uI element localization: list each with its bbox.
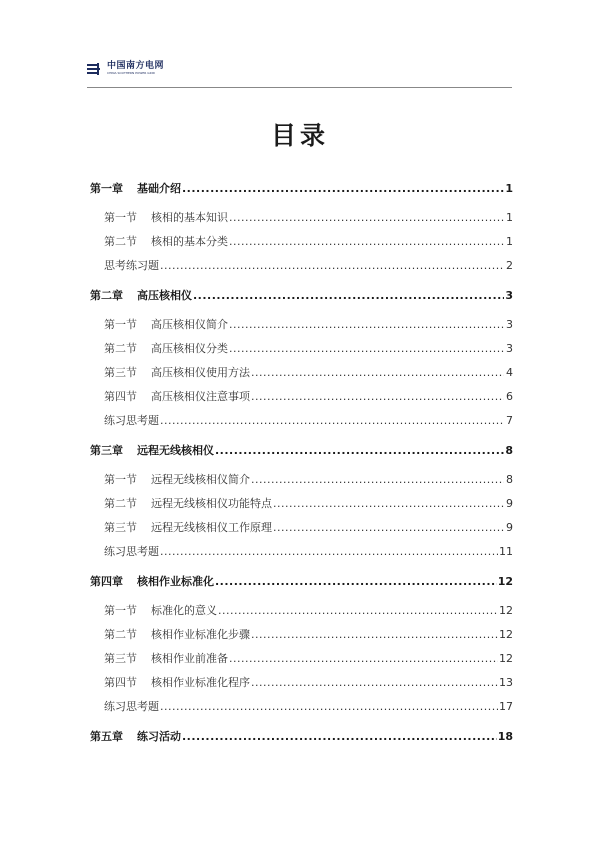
toc-leader-dots bbox=[251, 671, 498, 695]
toc-number: 第四节 bbox=[104, 676, 137, 689]
toc-number: 第二章 bbox=[90, 289, 123, 302]
toc-title: 思考练习题 bbox=[104, 259, 159, 272]
toc-page-number: 8 bbox=[505, 444, 513, 457]
toc-page-number: 12 bbox=[499, 652, 513, 665]
logo-text-cn: 中国南方电网 bbox=[107, 61, 165, 71]
table-of-contents bbox=[90, 177, 513, 754]
toc-chapter[interactable] bbox=[90, 570, 513, 594]
toc-number: 第四节 bbox=[104, 390, 137, 403]
toc-section[interactable] bbox=[90, 623, 513, 647]
toc-leader-dots bbox=[193, 284, 504, 308]
toc-title: 练习思考题 bbox=[104, 414, 159, 427]
toc-title: 远程无线核相仪工作原理 bbox=[151, 521, 272, 534]
toc-page-number: 2 bbox=[506, 259, 513, 272]
toc-title: 高压核相仪注意事项 bbox=[151, 390, 250, 403]
toc-leader-dots bbox=[229, 647, 498, 671]
toc-page-number: 1 bbox=[506, 235, 513, 248]
toc-leader-dots bbox=[251, 361, 504, 385]
toc-title: 高压核相仪分类 bbox=[151, 342, 228, 355]
header-divider bbox=[87, 87, 512, 88]
toc-number: 第三节 bbox=[104, 521, 137, 534]
toc-section[interactable] bbox=[90, 361, 513, 385]
toc-number: 第一节 bbox=[104, 604, 137, 617]
toc-number: 第一节 bbox=[104, 318, 137, 331]
toc-number: 第二节 bbox=[104, 235, 137, 248]
toc-section[interactable] bbox=[90, 492, 513, 516]
toc-exercise[interactable] bbox=[90, 695, 513, 719]
toc-exercise[interactable] bbox=[90, 409, 513, 433]
toc-section[interactable] bbox=[90, 385, 513, 409]
toc-title: 练习思考题 bbox=[104, 545, 159, 558]
logo-text-en: CHINA SOUTHERN POWER GRID bbox=[107, 71, 155, 75]
toc-leader-dots bbox=[160, 254, 504, 278]
toc-page-number: 7 bbox=[506, 414, 513, 427]
toc-title: 远程无线核相仪功能特点 bbox=[151, 497, 272, 510]
toc-page-number: 8 bbox=[506, 473, 513, 486]
toc-page-number: 9 bbox=[506, 521, 513, 534]
toc-chapter[interactable] bbox=[90, 439, 513, 463]
toc-chapter[interactable] bbox=[90, 725, 513, 749]
toc-title: 标准化的意义 bbox=[151, 604, 217, 617]
toc-section[interactable] bbox=[90, 516, 513, 540]
page-title: 目录 bbox=[270, 121, 329, 150]
toc-page-number: 3 bbox=[505, 289, 513, 302]
toc-title: 高压核相仪使用方法 bbox=[151, 366, 250, 379]
toc-title: 高压核相仪 bbox=[137, 289, 192, 302]
toc-title: 核相的基本分类 bbox=[151, 235, 228, 248]
toc-leader-dots bbox=[251, 623, 498, 647]
toc-page-number: 4 bbox=[506, 366, 513, 379]
toc-chapter[interactable] bbox=[90, 177, 513, 201]
toc-number: 第二节 bbox=[104, 628, 137, 641]
toc-page-number: 3 bbox=[506, 342, 513, 355]
toc-title: 核相作业标准化程序 bbox=[151, 676, 250, 689]
toc-page-number: 6 bbox=[506, 390, 513, 403]
toc-title: 基础介绍 bbox=[137, 182, 181, 195]
toc-number: 第一节 bbox=[104, 473, 137, 486]
toc-number: 第四章 bbox=[90, 575, 123, 588]
toc-leader-dots bbox=[229, 313, 504, 337]
toc-page-number: 11 bbox=[499, 545, 513, 558]
toc-number: 第三章 bbox=[90, 444, 123, 457]
toc-page-number: 1 bbox=[506, 211, 513, 224]
toc-section[interactable] bbox=[90, 671, 513, 695]
toc-leader-dots bbox=[218, 599, 498, 623]
toc-section[interactable] bbox=[90, 468, 513, 492]
toc-number: 第三节 bbox=[104, 652, 137, 665]
toc-section[interactable] bbox=[90, 206, 513, 230]
toc-page-number: 13 bbox=[499, 676, 513, 689]
toc-leader-dots bbox=[273, 492, 504, 516]
grid-logo-icon bbox=[87, 63, 103, 75]
toc-leader-dots bbox=[229, 206, 504, 230]
toc-exercise[interactable] bbox=[90, 540, 513, 564]
toc-title: 练习活动 bbox=[137, 730, 181, 743]
toc-page-number: 17 bbox=[499, 700, 513, 713]
toc-leader-dots bbox=[182, 177, 504, 201]
toc-page-number: 12 bbox=[497, 575, 513, 588]
toc-leader-dots bbox=[215, 439, 504, 463]
toc-leader-dots bbox=[215, 570, 497, 594]
toc-page-number: 12 bbox=[499, 628, 513, 641]
toc-leader-dots bbox=[182, 725, 497, 749]
toc-title: 远程无线核相仪 bbox=[137, 444, 214, 457]
toc-title: 练习思考题 bbox=[104, 700, 159, 713]
toc-exercise[interactable] bbox=[90, 254, 513, 278]
toc-number: 第一节 bbox=[104, 211, 137, 224]
toc-leader-dots bbox=[251, 385, 504, 409]
toc-section[interactable] bbox=[90, 599, 513, 623]
toc-leader-dots bbox=[229, 337, 504, 361]
toc-section[interactable] bbox=[90, 647, 513, 671]
toc-page-number: 3 bbox=[506, 318, 513, 331]
toc-section[interactable] bbox=[90, 230, 513, 254]
toc-number: 第五章 bbox=[90, 730, 123, 743]
toc-leader-dots bbox=[229, 230, 504, 254]
toc-section[interactable] bbox=[90, 313, 513, 337]
toc-leader-dots bbox=[160, 695, 498, 719]
company-logo bbox=[87, 62, 164, 75]
toc-title: 核相作业前准备 bbox=[151, 652, 228, 665]
toc-page-number: 1 bbox=[505, 182, 513, 195]
toc-number: 第二节 bbox=[104, 497, 137, 510]
toc-chapter[interactable] bbox=[90, 284, 513, 308]
toc-leader-dots bbox=[251, 468, 504, 492]
toc-title: 远程无线核相仪简介 bbox=[151, 473, 250, 486]
toc-leader-dots bbox=[160, 540, 498, 564]
toc-section[interactable] bbox=[90, 337, 513, 361]
toc-title: 高压核相仪简介 bbox=[151, 318, 228, 331]
toc-page-number: 18 bbox=[497, 730, 513, 743]
toc-leader-dots bbox=[160, 409, 504, 433]
toc-number: 第二节 bbox=[104, 342, 137, 355]
toc-leader-dots bbox=[273, 516, 504, 540]
toc-title: 核相作业标准化步骤 bbox=[151, 628, 250, 641]
toc-title: 核相的基本知识 bbox=[151, 211, 228, 224]
toc-page-number: 12 bbox=[499, 604, 513, 617]
toc-number: 第三节 bbox=[104, 366, 137, 379]
toc-title: 核相作业标准化 bbox=[137, 575, 214, 588]
toc-number: 第一章 bbox=[90, 182, 123, 195]
toc-page-number: 9 bbox=[506, 497, 513, 510]
